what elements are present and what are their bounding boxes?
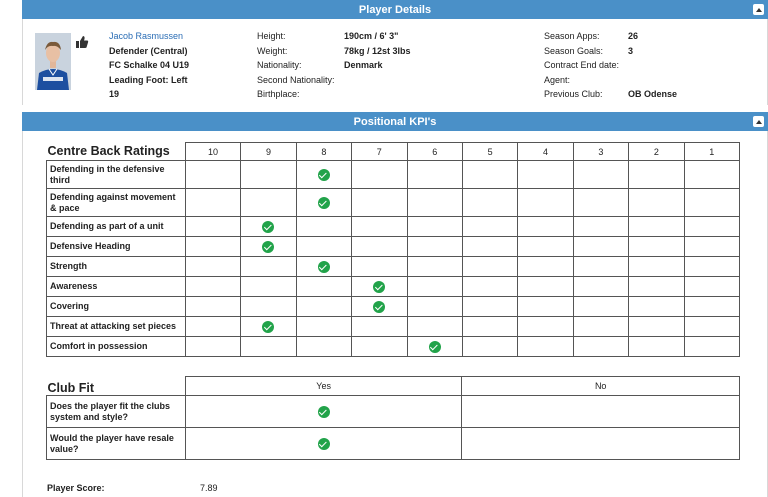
rating-cell[interactable]: [684, 189, 739, 217]
rating-cell[interactable]: [462, 317, 517, 337]
positional-kpi-header: [22, 112, 768, 131]
rating-column-header: 10: [185, 143, 240, 161]
rating-cell[interactable]: [629, 257, 684, 277]
rating-cell[interactable]: [296, 337, 351, 357]
rating-cell[interactable]: [296, 277, 351, 297]
rating-cell[interactable]: [185, 297, 240, 317]
rating-cell[interactable]: [241, 277, 296, 297]
previous-club-value: OB Odense: [628, 89, 678, 99]
chevron-up-icon: [756, 120, 762, 124]
rating-cell[interactable]: [296, 161, 351, 189]
rating-cell[interactable]: [684, 277, 739, 297]
weight-value: 78kg / 12st 3lbs: [344, 45, 411, 56]
rating-cell[interactable]: [684, 337, 739, 357]
second-nationality-label: Second Nationality:: [257, 74, 335, 85]
check-circle-icon: [373, 281, 385, 293]
rating-cell[interactable]: [573, 189, 628, 217]
rating-cell[interactable]: [684, 217, 739, 237]
rating-cell[interactable]: [629, 277, 684, 297]
check-circle-icon: [318, 438, 330, 450]
positional-kpi-title: Positional KPI's: [353, 115, 437, 128]
rating-cell[interactable]: [185, 257, 240, 277]
nationality-label: Nationality:: [257, 60, 302, 70]
agent-value: [628, 73, 677, 88]
previous-club-label: Previous Club:: [544, 89, 603, 99]
rating-column-header: 6: [407, 143, 462, 161]
rating-cell[interactable]: [629, 337, 684, 357]
rating-cell[interactable]: [629, 237, 684, 257]
fit-cell[interactable]: [462, 396, 740, 428]
rating-cell[interactable]: [352, 189, 407, 217]
rating-cell[interactable]: [573, 217, 628, 237]
rating-cell[interactable]: [241, 237, 296, 257]
check-circle-icon: [318, 406, 330, 418]
rating-row-label: Comfort in possession: [47, 337, 186, 357]
rating-cell[interactable]: [185, 317, 240, 337]
rating-cell[interactable]: [352, 237, 407, 257]
rating-cell[interactable]: [352, 217, 407, 237]
season-apps-value: 26: [628, 31, 639, 41]
rating-cell[interactable]: [352, 317, 407, 337]
rating-cell[interactable]: [462, 161, 517, 189]
centre-back-ratings-table: [46, 142, 740, 357]
fit-row-label: Would the player have resale value?: [47, 428, 186, 460]
rating-cell[interactable]: [629, 217, 684, 237]
collapse-kpi-button[interactable]: [753, 116, 764, 127]
birthplace-label: Birthplace:: [257, 89, 300, 99]
player-details-title: Player Details: [358, 3, 432, 16]
rating-cell[interactable]: [518, 237, 573, 257]
rating-cell[interactable]: [407, 257, 462, 277]
height-value: 190cm / 6' 3": [344, 31, 399, 41]
rating-cell[interactable]: [462, 337, 517, 357]
rating-cell[interactable]: [629, 189, 684, 217]
rating-row-label: Awareness: [47, 277, 186, 297]
rating-row-label: Defending in the defensive third: [47, 161, 186, 189]
rating-cell[interactable]: [573, 317, 628, 337]
rating-row: [47, 237, 740, 257]
check-circle-icon: [262, 241, 274, 253]
rating-cell[interactable]: [518, 337, 573, 357]
player-details-panel: [22, 19, 768, 105]
fit-row: [47, 396, 740, 428]
rating-cell[interactable]: [573, 237, 628, 257]
rating-cell[interactable]: [684, 237, 739, 257]
rating-cell[interactable]: [241, 317, 296, 337]
rating-row: [47, 277, 740, 297]
fit-header-row: [47, 377, 740, 396]
rating-row: [47, 257, 740, 277]
player-details-header: [22, 0, 768, 19]
rating-row: [47, 161, 740, 189]
rating-cell[interactable]: [684, 297, 739, 317]
height-label: Height:: [257, 31, 286, 41]
rating-row-label: Defending against movement & pace: [47, 189, 186, 217]
rating-cell[interactable]: [629, 161, 684, 189]
rating-row-label: Covering: [47, 297, 186, 317]
thumbs-up-icon[interactable]: [75, 35, 89, 49]
rating-cell[interactable]: [296, 217, 351, 237]
rating-cell[interactable]: [407, 277, 462, 297]
player-foot: Leading Foot: Left: [109, 74, 188, 85]
player-score-label: Player Score:: [47, 483, 105, 493]
season-goals-value: 3: [628, 45, 634, 56]
rating-cell[interactable]: [352, 161, 407, 189]
fit-cell[interactable]: [185, 396, 462, 428]
season-values: [628, 29, 677, 102]
rating-cell[interactable]: [241, 257, 296, 277]
physical-labels: [257, 29, 335, 102]
club-fit-table: [46, 376, 740, 460]
fit-row-label: Does the player fit the clubs system and style?: [47, 396, 186, 428]
player-club: FC Schalke 04 U19: [109, 60, 190, 70]
rating-cell[interactable]: [684, 317, 739, 337]
rating-cell[interactable]: [185, 189, 240, 217]
rating-column-header: 1: [684, 143, 739, 161]
rating-cell[interactable]: [573, 277, 628, 297]
rating-cell[interactable]: [296, 317, 351, 337]
weight-label: Weight:: [257, 45, 288, 56]
rating-cell[interactable]: [462, 277, 517, 297]
rating-cell[interactable]: [296, 257, 351, 277]
rating-cell[interactable]: [684, 161, 739, 189]
chevron-up-icon: [756, 8, 762, 12]
rating-cell[interactable]: [629, 317, 684, 337]
rating-column-header: 2: [629, 143, 684, 161]
rating-cell[interactable]: [518, 217, 573, 237]
rating-cell[interactable]: [407, 337, 462, 357]
second-nationality-value: [344, 73, 411, 88]
rating-row: [47, 317, 740, 337]
rating-cell[interactable]: [518, 189, 573, 217]
rating-cell[interactable]: [352, 257, 407, 277]
rating-cell[interactable]: [407, 237, 462, 257]
rating-cell[interactable]: [462, 297, 517, 317]
rating-column-header: 3: [573, 143, 628, 161]
player-score-value: 7.89: [200, 483, 218, 493]
season-labels: [544, 29, 619, 102]
rating-column-header: 8: [296, 143, 351, 161]
rating-cell[interactable]: [241, 217, 296, 237]
check-circle-icon: [318, 197, 330, 209]
ratings-title: Centre Back Ratings: [47, 143, 186, 161]
collapse-details-button[interactable]: [753, 4, 764, 15]
rating-cell[interactable]: [518, 317, 573, 337]
fit-cell[interactable]: [185, 428, 462, 460]
rating-cell[interactable]: [684, 257, 739, 277]
fit-column-header: No: [462, 377, 740, 396]
check-circle-icon: [429, 341, 441, 353]
rating-cell[interactable]: [296, 237, 351, 257]
rating-cell[interactable]: [407, 297, 462, 317]
player-identity: [109, 29, 189, 102]
nationality-value: Denmark: [344, 60, 383, 70]
rating-cell[interactable]: [518, 277, 573, 297]
rating-row-label: Threat at attacking set pieces: [47, 317, 186, 337]
season-apps-label: Season Apps:: [544, 31, 600, 41]
rating-cell[interactable]: [629, 297, 684, 317]
rating-row: [47, 297, 740, 317]
rating-cell[interactable]: [573, 337, 628, 357]
fit-column-header: Yes: [185, 377, 462, 396]
rating-cell[interactable]: [518, 297, 573, 317]
check-circle-icon: [262, 221, 274, 233]
rating-cell[interactable]: [352, 297, 407, 317]
rating-cell[interactable]: [185, 217, 240, 237]
rating-cell[interactable]: [462, 217, 517, 237]
rating-cell[interactable]: [296, 297, 351, 317]
contract-end-label: Contract End date:: [544, 60, 620, 70]
rating-cell[interactable]: [462, 257, 517, 277]
rating-cell[interactable]: [296, 189, 351, 217]
agent-label: Agent:: [544, 74, 571, 85]
rating-cell[interactable]: [407, 317, 462, 337]
rating-row: [47, 189, 740, 217]
rating-cell[interactable]: [241, 337, 296, 357]
rating-cell[interactable]: [407, 161, 462, 189]
rating-column-header: 9: [241, 143, 296, 161]
rating-cell[interactable]: [462, 237, 517, 257]
rating-cell[interactable]: [462, 189, 517, 217]
fit-cell[interactable]: [462, 428, 740, 460]
player-photo: [35, 33, 71, 90]
physical-values: [344, 29, 411, 102]
season-goals-label: Season Goals:: [544, 45, 604, 56]
rating-cell[interactable]: [185, 337, 240, 357]
rating-cell[interactable]: [241, 161, 296, 189]
rating-row-label: Defending as part of a unit: [47, 217, 186, 237]
check-circle-icon: [318, 169, 330, 181]
rating-row: [47, 337, 740, 357]
rating-column-header: 5: [462, 143, 517, 161]
rating-cell[interactable]: [185, 277, 240, 297]
rating-cell[interactable]: [573, 297, 628, 317]
rating-column-header: 4: [518, 143, 573, 161]
rating-cell[interactable]: [518, 257, 573, 277]
rating-cell[interactable]: [352, 277, 407, 297]
ratings-header-row: [47, 143, 740, 161]
birthplace-value: [344, 87, 411, 102]
rating-cell[interactable]: [518, 161, 573, 189]
rating-cell[interactable]: [407, 189, 462, 217]
rating-cell[interactable]: [241, 189, 296, 217]
club-fit-title: Club Fit: [47, 377, 186, 396]
rating-cell[interactable]: [573, 161, 628, 189]
player-position: Defender (Central): [109, 45, 188, 56]
rating-row-label: Defensive Heading: [47, 237, 186, 257]
rating-cell[interactable]: [241, 297, 296, 317]
rating-row: [47, 217, 740, 237]
fit-row: [47, 428, 740, 460]
check-circle-icon: [318, 261, 330, 273]
rating-cell[interactable]: [407, 217, 462, 237]
rating-cell[interactable]: [352, 337, 407, 357]
rating-cell[interactable]: [185, 161, 240, 189]
contract-end-value: [628, 58, 677, 73]
check-circle-icon: [262, 321, 274, 333]
player-name-link[interactable]: Jacob Rasmussen: [109, 31, 184, 41]
rating-cell[interactable]: [185, 237, 240, 257]
rating-cell[interactable]: [573, 257, 628, 277]
rating-row-label: Strength: [47, 257, 186, 277]
player-number: 19: [109, 89, 120, 99]
rating-column-header: 7: [352, 143, 407, 161]
check-circle-icon: [373, 301, 385, 313]
